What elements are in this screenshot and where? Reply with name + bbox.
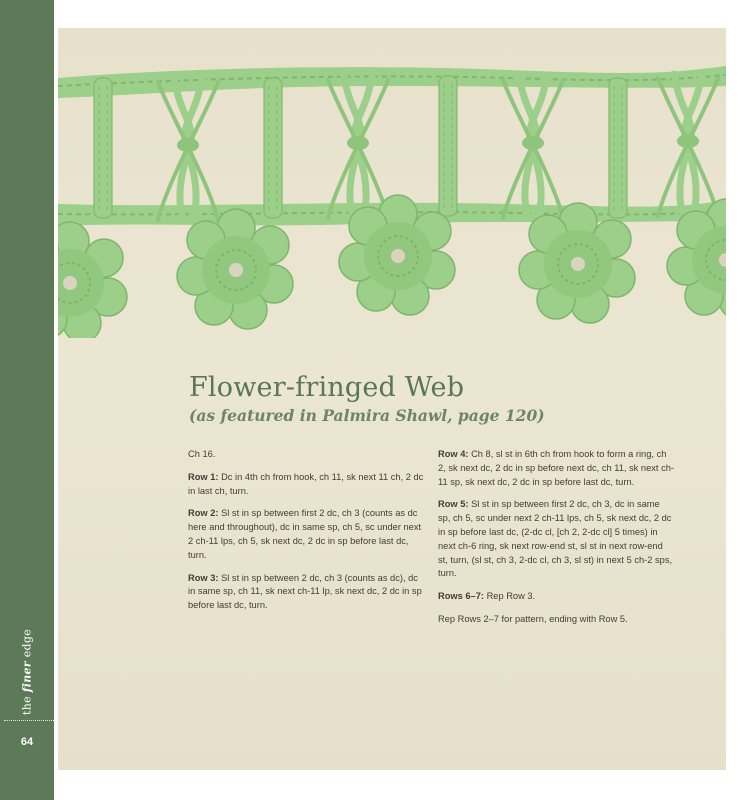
foundation-chain: Ch 16. (188, 449, 216, 459)
row-label: Row 4: (438, 449, 469, 459)
closing-instruction: Rep Rows 2–7 for pattern, ending with Row 5. (438, 613, 628, 624)
row-4-instruction (438, 448, 674, 489)
row-text: Ch 8, sl st in 6th ch from hook to form a ring, ch 2, sk next dc, 2 dc in sp before next dc, ch 11, sk next ch-11 sp, sk next dc, 2 dc in sp before last dc, turn. (438, 449, 674, 487)
pattern-subtitle: (as featured in Palmira Shawl, page 120) (189, 406, 545, 425)
running-head-emphasis: finer (20, 661, 34, 693)
page-number: 64 (20, 736, 34, 748)
running-head (21, 629, 34, 715)
pattern-photo (58, 28, 726, 770)
row-label: Rows 6–7: (438, 591, 484, 602)
instructions-left-column (188, 448, 424, 622)
sidebar (0, 0, 54, 800)
row-label: Row 2: (188, 508, 219, 519)
dotted-divider (4, 720, 54, 721)
row-text: Sl st in sp between 2 dc, ch 3 (counts as dc), dc in same sp, ch 11, sk next ch-11 lp, sk next dc, 2 dc in sp before last dc, turn. (188, 572, 422, 611)
running-head-pre: the (20, 692, 34, 716)
row-3-instruction (188, 572, 424, 613)
row-2-instruction (188, 507, 424, 562)
row-label: Row 3: (188, 572, 219, 583)
row-text: Rep Row 3. (484, 591, 536, 602)
pattern-title: Flower-fringed Web (189, 372, 465, 403)
instructions-right-column (438, 448, 674, 636)
row-label: Row 1: (188, 471, 219, 482)
row-text: Dc in 4th ch from hook, ch 11, sk next 11 ch, 2 dc in last ch, turn. (188, 471, 424, 496)
row-5-instruction (438, 498, 674, 581)
crochet-lace-illustration (58, 28, 726, 338)
rows-6-7-instruction (438, 590, 674, 604)
row-text: Sl st in sp between first 2 dc, ch 3 (counts as dc here and throughout), dc in same sp, ch 5, sc under next 2 ch-11 lps, ch 5, sk next dc, 2 dc in sp before last dc, turn. (188, 508, 422, 560)
row-text: Sl st in sp between first 2 dc, ch 3, dc in same sp, ch 5, sc under next 2 ch-11 lps, ch 5, sk next dc, 2 dc in sp before last dc, (2-dc cl, [ch 2, 2-dc cl] 5 times) in next ch-6 ring, sk next row-end st, sl st in next row-end st, turn, (sl st, ch 3, 2-dc cl, ch 3, sl st) in next 5 ch-2 sps, turn. (438, 499, 673, 579)
running-head-post: edge (20, 628, 34, 662)
row-label: Row 5: (438, 499, 469, 510)
row-1-instruction (188, 471, 424, 499)
